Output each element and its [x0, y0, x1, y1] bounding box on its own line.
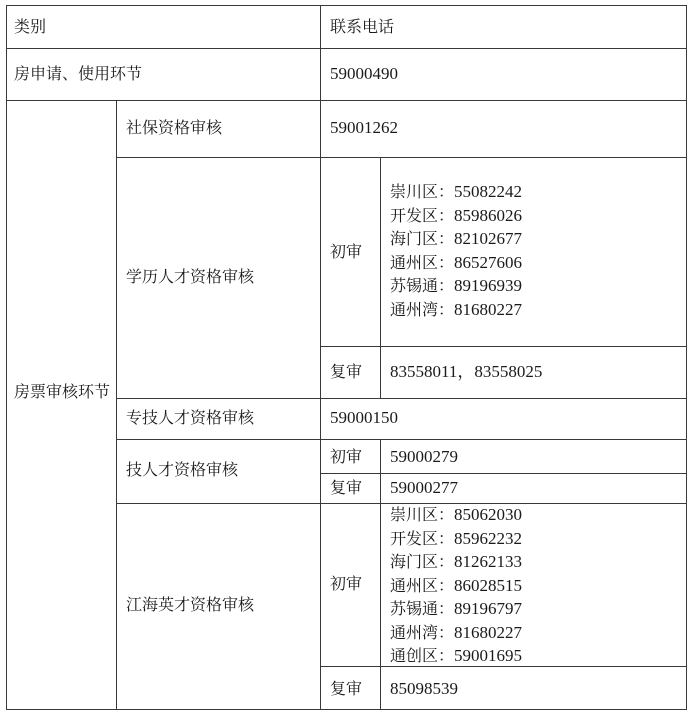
table-rule	[380, 439, 381, 710]
list-item: 通州区：86028515	[390, 575, 523, 595]
professional-label: 专技人才资格审核	[126, 408, 255, 427]
list-item: 崇川区：55082242	[390, 182, 523, 201]
social-security-label: 社保资格审核	[126, 118, 223, 137]
table-border-top	[6, 5, 686, 6]
skill-review-phone: 59000277	[390, 478, 458, 497]
jianghai-review-label: 复审	[330, 679, 363, 698]
table-rule	[6, 48, 686, 49]
list-item: 苏锡通：89196939	[390, 276, 523, 295]
header-phone: 联系电话	[330, 17, 395, 36]
list-item: 通州湾：81680227	[390, 622, 523, 642]
list-item: 崇川区：85062030	[390, 505, 523, 524]
house-apply-label: 房申请、使用环节	[14, 64, 143, 83]
table-border-bottom	[6, 709, 686, 710]
education-review-phone: 83558011，83558025	[390, 362, 543, 381]
social-security-phone: 59001262	[330, 118, 398, 137]
skill-initial-phone: 59000279	[390, 447, 458, 466]
education-initial-label: 初审	[330, 242, 363, 261]
education-label: 学历人才资格审核	[126, 267, 255, 286]
list-item: 通创区：59001695	[390, 646, 523, 665]
table-rule	[320, 346, 686, 347]
table-border-left	[6, 5, 7, 710]
header-category: 类别	[14, 17, 47, 36]
list-item: 通州区：86527606	[390, 252, 523, 272]
skill-label: 技人才资格审核	[126, 460, 239, 479]
list-item: 苏锡通：89196797	[390, 599, 523, 618]
list-item: 海门区：82102677	[390, 229, 523, 248]
table-rule	[380, 157, 381, 398]
ticket-review-label: 房票审核环节	[14, 382, 111, 401]
table-border-right	[686, 5, 687, 710]
jianghai-initial-label: 初审	[330, 574, 363, 593]
jianghai-review-phone: 85098539	[390, 679, 458, 698]
table-rule	[6, 100, 686, 101]
education-initial-list	[390, 180, 522, 321]
table-rule	[116, 157, 686, 158]
jianghai-label: 江海英才资格审核	[126, 595, 255, 614]
table-rule	[116, 439, 686, 440]
table-rule	[320, 5, 321, 710]
table-rule	[320, 473, 686, 474]
house-apply-phone: 59000490	[330, 64, 398, 83]
list-item: 海门区：81262133	[390, 552, 523, 571]
jianghai-initial-list	[390, 503, 522, 668]
education-review-label: 复审	[330, 362, 363, 381]
list-item: 开发区：85962232	[390, 528, 523, 548]
table-rule	[116, 398, 686, 399]
list-item: 通州湾：81680227	[390, 299, 523, 319]
skill-review-label: 复审	[330, 478, 363, 497]
table-rule	[116, 100, 117, 710]
professional-phone: 59000150	[330, 408, 398, 427]
skill-initial-label: 初审	[330, 447, 363, 466]
list-item: 开发区：85986026	[390, 205, 523, 225]
